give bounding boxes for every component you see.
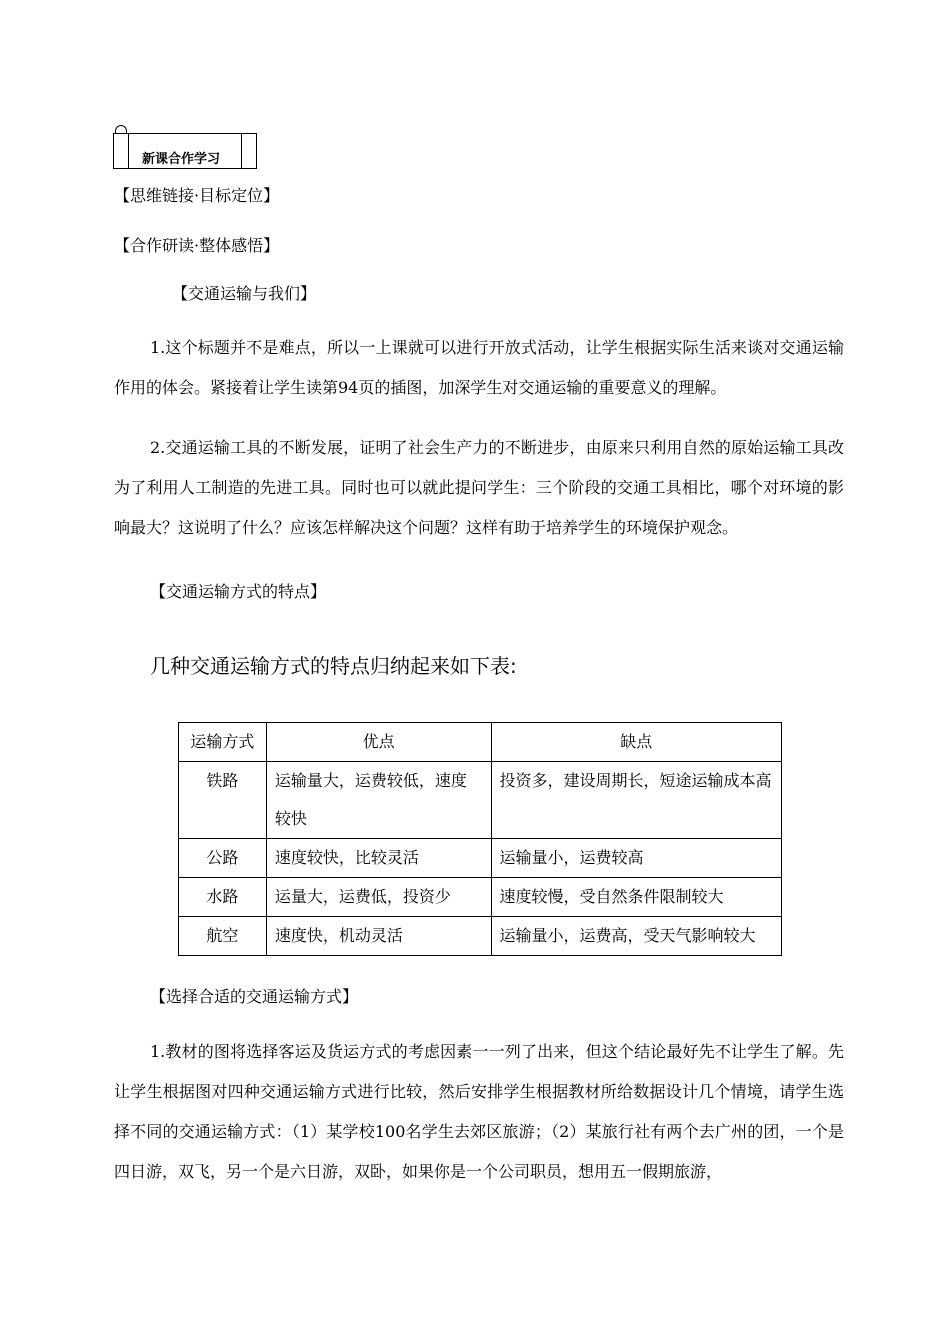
cell-pros: 运输量大，运费较低，速度较快 [266,762,491,839]
paragraph-1: 1.这个标题并不是难点，所以一上课就可以进行开放式活动，让学生根据实际生活来谈对交通运输作用的体会。紧接着让学生读第94页的插图，加深学生对交通运输的重要意义的理解。 [114,338,844,397]
cell-mode: 水路 [179,878,267,917]
paragraph-3: 1.教材的图将选择客运及货运方式的考虑因素一一列了出来，但这个结论最好先不让学生了解。先让学生根据图对四种交通运输方式进行比较，然后安排学生根据教材所给数据设计几个情境，请学生选择不同的交通运输方式：（1）某学校100名学生去郊区旅游；（2）某旅行社有两个去广州的团，一个是四日游，双飞，另一个是六日游，双卧，如果你是一个公司职员，想用五一假期旅游， [114,1042,844,1181]
heading-thinking-link: 【思维链接·目标定位】 [114,186,280,205]
cell-cons: 运输量小，运费较高 [491,839,782,878]
table-row [179,762,782,839]
section-header-box [113,133,257,169]
cell-cons: 速度较慢，受自然条件限制较大 [491,878,782,917]
table-row [179,917,782,956]
header-pros: 优点 [266,723,491,762]
cell-mode: 铁路 [179,762,267,839]
table-header-row [179,723,782,762]
header-tab-decoration [115,125,127,134]
cell-pros: 运量大，运费低，投资少 [266,878,491,917]
table-row [179,839,782,878]
transport-comparison-table [178,722,782,956]
cell-cons: 投资多，建设周期长，短途运输成本高 [491,762,782,839]
cell-pros: 速度较快，比较灵活 [266,839,491,878]
heading-coop-reading: 【合作研读·整体感悟】 [114,236,280,255]
section-header-label: 新课合作学习 [142,152,221,167]
header-mode: 运输方式 [179,723,267,762]
cell-pros: 速度快，机动灵活 [266,917,491,956]
cell-cons: 运输量小，运费高，受天气影响较大 [491,917,782,956]
heading-choose-transport: 【选择合适的交通运输方式】 [150,987,359,1006]
cell-mode: 公路 [179,839,267,878]
cell-mode: 航空 [179,917,267,956]
paragraph-2: 2.交通运输工具的不断发展，证明了社会生产力的不断进步，由原来只利用自然的原始运输工具改为了利用人工制造的先进工具。同时也可以就此提问学生：三个阶段的交通工具相比，哪个对环境的影响最大？这说明了什么？应该怎样解决这个问题？这样有助于培养学生的环境保护观念。 [114,438,844,537]
table-row [179,878,782,917]
header-cons: 缺点 [491,723,782,762]
heading-transport-and-us: 【交通运输与我们】 [172,284,317,303]
table-intro: 几种交通运输方式的特点归纳起来如下表: [150,654,517,678]
heading-features: 【交通运输方式的特点】 [150,582,327,601]
